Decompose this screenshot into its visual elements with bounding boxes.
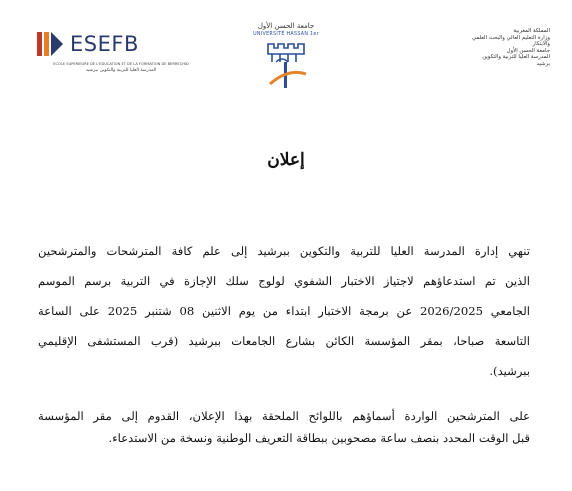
ministry-line: والابتكار [532,41,550,48]
paragraph-line: تنهي إدارة المدرسة العليا للتربية والتكوين ببرشيد إلى علم كافة المترشحات والمترشحين [38,244,530,258]
paragraph-line: التاسعة صباحا، بمقر المؤسسة الكائن بشارع الجامعات ببرشيد (قرب المستشفى الإقليمي [38,334,530,348]
university-name-ar: جامعة الحسن الأول [257,22,315,30]
esefb-tagline-ar: المدرسة العليا للتربية والتكوين ببرشيد [85,68,157,73]
esefb-logo [36,26,216,82]
announcement-paragraph-2 [38,405,530,449]
paragraph-line: الجامعي 2026/2025 عن برمجة الاختبار ابتداء من يوم الاثنين 08 شتنبر 2025 على الساعة [38,304,530,318]
announcement-paragraph-1 [38,236,530,386]
esefb-emblem-icon [36,30,64,58]
ministry-line: برشيد [536,60,550,67]
paragraph-line: ببرشيد). [489,364,530,378]
university-name-fr: UNIVERSITÉ HASSAN 1er [253,32,319,37]
announcement-title: إعلان [267,150,305,170]
paragraph-line: على المترشحين الواردة أسماؤهم باللوائح الملحقة بهذا الإعلان، القدوم إلى مقر المؤسسة [38,409,530,423]
esefb-tagline-fr: ECOLE SUPERIEURE DE L'EDUCATION ET DE LA FORMATION DE BERRECHID [53,62,189,66]
ministry-header [430,28,550,68]
ministry-line: المدرسة العليا للتربية والتكوين [482,54,550,61]
university-emblem-icon [262,40,310,90]
letterhead [0,0,572,100]
ministry-line: وزارة التعليم العالي والبحث العلمي [471,34,550,41]
paragraph-line: الذين تم استدعاؤهم لاجتياز الاختبار الشفوي لولوج سلك الإجازة في التربية برسم الموسم [38,274,530,288]
university-logo [236,22,336,90]
esefb-brand-text: ESEFB [70,32,139,56]
ministry-line: المملكة المغربية [513,28,550,34]
ministry-line: جامعة الحسن الأول [506,47,550,54]
paragraph-line: قبل الوقت المحدد بنصف ساعة مصحوبين ببطاقة التعريف الوطنية ونسخة من الاستدعاء. [108,431,530,445]
